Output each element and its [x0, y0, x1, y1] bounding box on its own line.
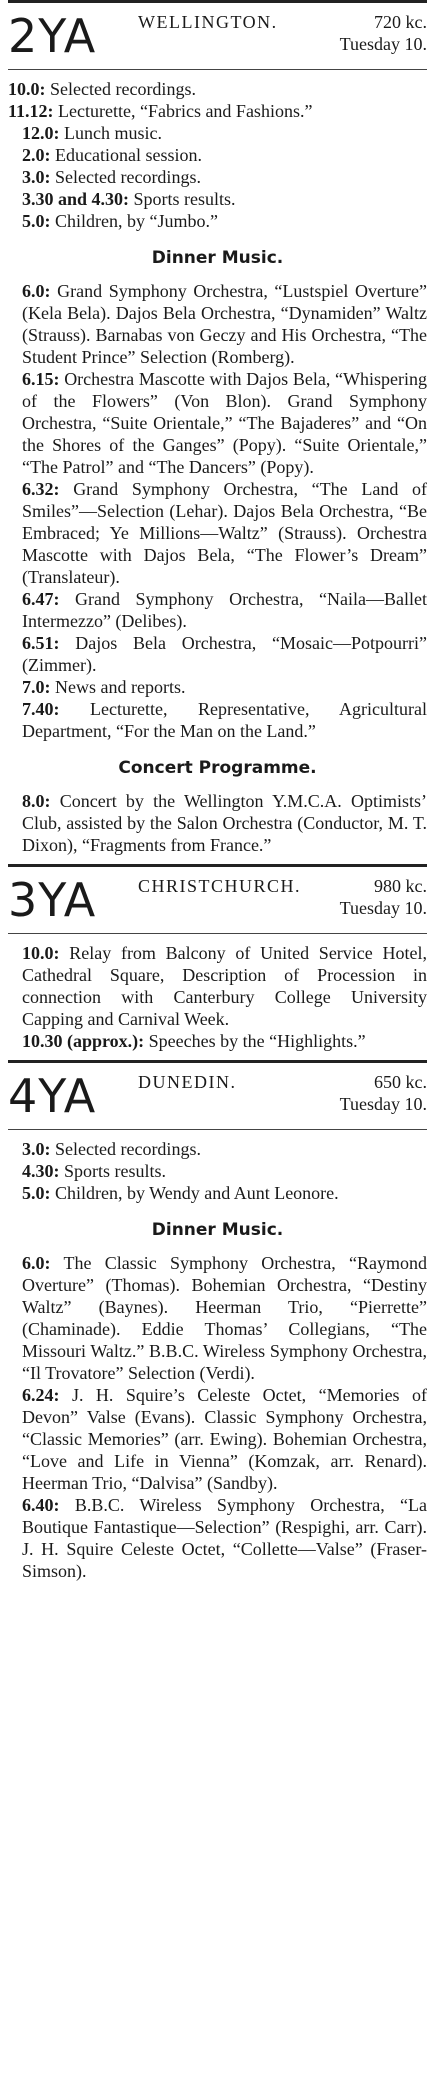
station-header: [8, 867, 427, 931]
station-info-row: [138, 875, 427, 897]
programme-item: [8, 1252, 427, 1384]
programme-text: Dajos Bela Orchestra, “Mosaic—Potpourri” (Zimmer).: [22, 633, 427, 675]
station-gap: [8, 856, 427, 864]
programme-item: [8, 1182, 427, 1204]
programme-text: Children, by “Jumbo.”: [55, 211, 218, 231]
programme-item: [8, 588, 427, 632]
programme-time: 3.0:: [22, 1139, 51, 1159]
programme-time: 6.32:: [22, 479, 60, 499]
programme-time: 10.0:: [22, 943, 60, 963]
programme-time: 6.40:: [22, 1495, 60, 1515]
programme-time: 2.0:: [22, 145, 51, 165]
station-thin-rule: [8, 933, 427, 934]
programme-item: [8, 210, 427, 232]
station-frequency: 720 kc.: [374, 12, 427, 32]
programme-time: 7.40:: [22, 699, 60, 719]
programme-text: Grand Symphony Orchestra, “Naila—Ballet Intermezzo” (Delibes).: [22, 589, 428, 631]
section-heading: Concert Programme.: [118, 758, 317, 778]
programme-item: [8, 280, 427, 368]
programme-time: 10.30 (approx.):: [22, 1031, 145, 1051]
station-info: [138, 9, 427, 55]
programme-text: Speeches by the “Highlights.”: [148, 1031, 366, 1051]
station-city: WELLINGTON.: [138, 12, 278, 32]
station-day: Tuesday 10.: [339, 34, 427, 54]
programme-text: Lecturette, “Fabrics and Fashions.”: [58, 101, 313, 121]
programme-item: [8, 78, 427, 100]
programme-list: [8, 280, 427, 742]
programme-item: [8, 698, 427, 742]
programme-time: 3.0:: [22, 167, 51, 187]
programme-time: 6.24:: [22, 1385, 60, 1405]
programme-item: [8, 1160, 427, 1182]
programme-text: News and reports.: [55, 677, 186, 697]
programme-time: 3.30 and 4.30:: [22, 189, 130, 209]
programme-text: J. H. Squire’s Celeste Octet, “Memories of Devon” Valse (Evans). Classic Symphony Orchestra, “Classic Memories” (arr. Ewing). Bohemian Orchestra, “Love and Life in Vienna” (Komzak, arr. Renard). Heerman Trio, “Dalvisa” (Sandby).: [22, 1385, 427, 1493]
programme-time: 8.0:: [22, 791, 51, 811]
programme-text: Relay from Balcony of United Service Hotel, Cathedral Square, Description of Procession in connection with Canterbury College University Capping and Carnival Week.: [22, 943, 427, 1029]
programme-time: 6.15:: [22, 369, 60, 389]
station-gap: [8, 1052, 427, 1060]
programme-item: [8, 676, 427, 698]
programme-item: [8, 1030, 427, 1052]
programme-text: The Classic Symphony Orchestra, “Raymond Overture” (Thomas). Bohemian Orchestra, “Destiny Waltz” (Baynes). Heerman Trio, “Pierrette” (Chaminade). Eddie Thomas’ Collegians, “The Missouri Waltz.” B.B.C. Wireless Symphony Orchestra, “Il Trovatore” Selection (Verdi).: [22, 1253, 427, 1383]
programme-time: 12.0:: [22, 123, 60, 143]
programme-text: Concert by the Wellington Y.M.C.A. Optimists’ Club, assisted by the Salon Orchestra (Conductor, M. T. Dixon), “Fragments from France.”: [22, 791, 428, 855]
station-thin-rule: [8, 1129, 427, 1130]
programme-text: Sports results.: [64, 1161, 167, 1181]
programme-text: Educational session.: [55, 145, 202, 165]
programme-item: [8, 1494, 427, 1582]
station-info: [138, 1069, 427, 1115]
station-block-4ya: [8, 1060, 427, 1590]
station-header: [8, 1063, 427, 1127]
programme-list: [8, 1252, 427, 1582]
programme-text: Lecturette, Representative, Agricultural Department, “For the Man on the Land.”: [22, 699, 427, 741]
programme-time: 5.0:: [22, 1183, 51, 1203]
programme-time: 6.47:: [22, 589, 60, 609]
programme-time: 6.0:: [22, 281, 51, 301]
station-gap: [8, 1582, 427, 1590]
programme-list: [8, 1138, 427, 1204]
programme-time: 4.30:: [22, 1161, 60, 1181]
programme-item: [8, 100, 427, 122]
station-city: CHRISTCHURCH.: [138, 876, 302, 896]
programme-time: 11.12:: [8, 101, 54, 121]
section-heading: Dinner Music.: [151, 248, 284, 268]
programme-time: 5.0:: [22, 211, 51, 231]
station-day: Tuesday 10.: [339, 1094, 427, 1114]
station-info-row: [138, 1071, 427, 1093]
programme-item: [8, 632, 427, 676]
station-block-2ya: [8, 0, 427, 864]
station-day: Tuesday 10.: [339, 898, 427, 918]
programme-text: Children, by Wendy and Aunt Leonore.: [55, 1183, 339, 1203]
station-callsign: 4YA: [8, 1069, 97, 1123]
programme-item: [8, 790, 427, 856]
programme-text: B.B.C. Wireless Symphony Orchestra, “La Boutique Fantastique—Selection” (Respighi, arr. Carr). J. H. Squire Celeste Octet, “Collette—Valse” (Fraser-Simson).: [22, 1495, 427, 1581]
programme-item: [8, 188, 427, 210]
programme-text: Grand Symphony Orchestra, “The Land of Smiles”—Selection (Lehar). Dajos Bela Orchestra, “Be Embraced; Ye Millions—Waltz” (Strauss). Orchestra Mascotte with Dajos Bela, “The Flower’s Dream” (Translateur).: [22, 479, 427, 587]
station-callsign: 3YA: [8, 873, 97, 927]
programme-item: [8, 144, 427, 166]
station-frequency: 650 kc.: [374, 1072, 427, 1092]
station-city: DUNEDIN.: [138, 1072, 237, 1092]
station-frequency: 980 kc.: [374, 876, 427, 896]
programme-item: [8, 942, 427, 1030]
programme-text: Grand Symphony Orchestra, “Lustspiel Overture” (Kela Bela). Dajos Bela Orchestra, “Dynamiden” Waltz (Strauss). Barnabas von Geczy and His Orchestra, “The Student Prince” Selection (Romberg).: [22, 281, 427, 367]
programme-item: [8, 478, 427, 588]
programme-list: [8, 78, 427, 232]
programme-item: [8, 122, 427, 144]
programme-time: 10.0:: [8, 79, 46, 99]
programme-text: Selected recordings.: [55, 1139, 201, 1159]
programme-time: 6.51:: [22, 633, 60, 653]
station-info: [138, 873, 427, 919]
programme-text: Sports results.: [133, 189, 236, 209]
programme-time: 6.0:: [22, 1253, 51, 1273]
programme-text: Selected recordings.: [50, 79, 196, 99]
programme-list: [8, 790, 427, 856]
programme-text: Orchestra Mascotte with Dajos Bela, “Whispering of the Flowers” (Von Blon). Grand Symphony Orchestra, “Suite Orientale,” “The Bajaderes” and “On the Shores of the Ganges” (Popy). “Suite Orientale,” “The Patrol” and “The Dancers” (Popy).: [22, 369, 428, 477]
section-heading: Dinner Music.: [151, 1220, 284, 1240]
programme-item: [8, 166, 427, 188]
programme-list: [8, 942, 427, 1052]
programme-text: Selected recordings.: [55, 167, 201, 187]
station-thin-rule: [8, 69, 427, 70]
station-callsign: 2YA: [8, 9, 97, 63]
programme-time: 7.0:: [22, 677, 51, 697]
station-info-row: [138, 11, 427, 33]
programme-item: [8, 1384, 427, 1494]
programme-item: [8, 1138, 427, 1160]
programme-item: [8, 368, 427, 478]
programme-text: Lunch music.: [64, 123, 162, 143]
station-block-3ya: [8, 864, 427, 1060]
station-header: [8, 3, 427, 67]
